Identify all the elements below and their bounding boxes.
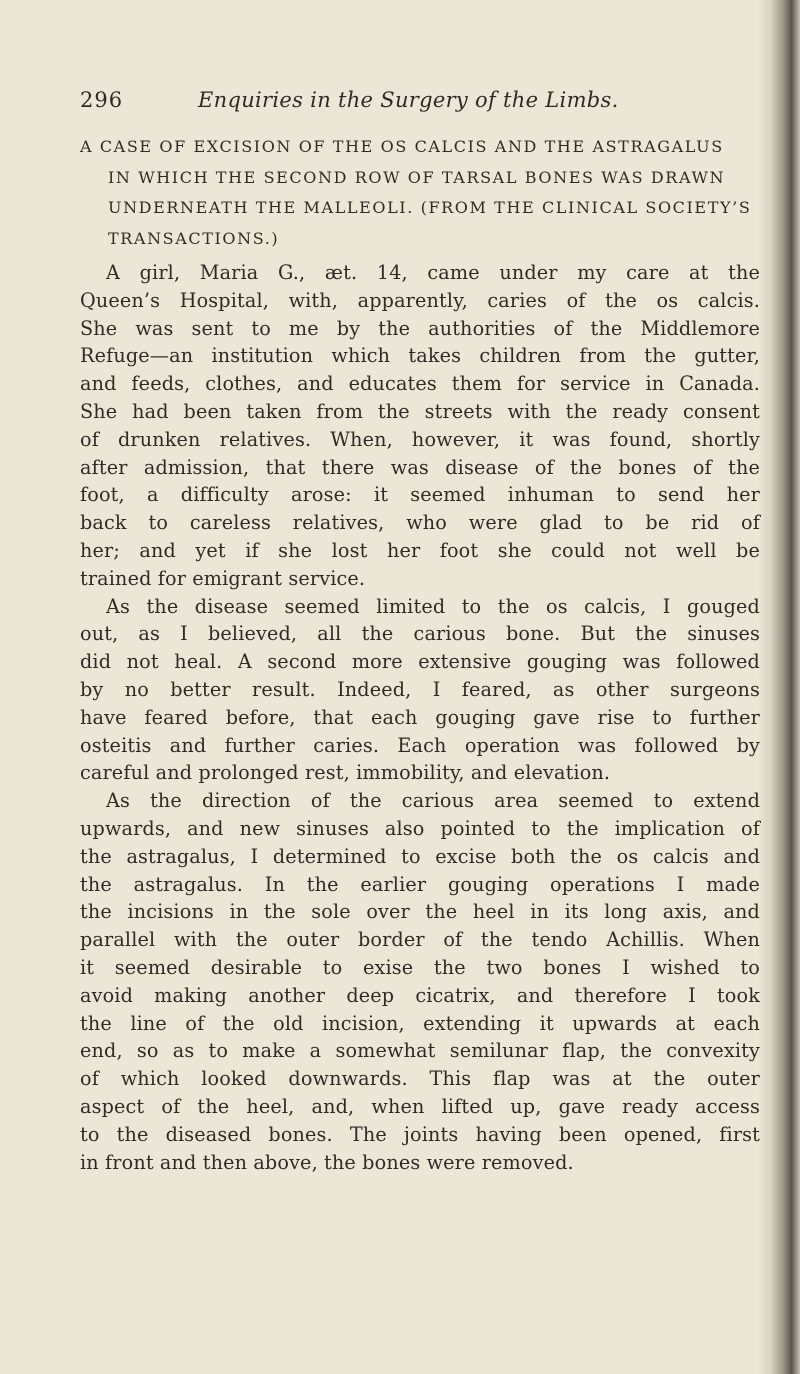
text-line: after admission, that there was disease of the bones of the [80,455,760,479]
text-line: As the direction of the carious area seemed to extend [106,789,760,813]
paragraph [80,259,760,593]
text-line: upwards, and new sinuses also pointed to the implication of [80,816,760,840]
text-line: trained for emigrant service. [80,566,366,590]
text-line: by no better result. Indeed, I feared, as other surgeons [80,677,760,701]
page-header [80,88,760,120]
text-line: in front and then above, the bones were removed. [80,1150,574,1174]
text-line: and feeds, clothes, and educates them for service in Canada. [80,372,760,396]
paragraph [80,787,760,1176]
heading-line: TRANSACTIONS.) [108,228,280,248]
text-line: the astragalus, I determined to excise both the os calcis and [80,844,760,868]
text-line: Refuge—an institution which takes children from the gutter, [80,344,760,368]
text-line: the astragalus. In the earlier gouging operations I made [80,872,760,896]
text-line: end, so as to make a somewhat semilunar flap, the convexity [80,1039,760,1063]
page-number: 296 [80,88,124,112]
text-line: She had been taken from the streets with the ready consent [80,399,760,423]
text-line: careful and prolonged rest, immobility, and elevation. [80,761,611,785]
text-line: of drunken relatives. When, however, it was found, shortly [80,427,760,451]
text-line: her; and yet if she lost her foot she could not well be [80,538,760,562]
heading-line: IN WHICH THE SECOND ROW OF TARSAL BONES WAS DRAWN [108,167,726,187]
text-line: to the diseased bones. The joints having been opened, first [80,1122,760,1146]
text-line: Queen’s Hospital, with, apparently, caries of the os calcis. [80,288,760,312]
text-line: did not heal. A second more extensive gouging was followed [80,650,760,674]
article-body [80,259,760,1176]
text-line: the incisions in the sole over the heel in its long axis, and [80,900,760,924]
text-line: it seemed desirable to exise the two bones I wished to [80,955,760,979]
heading-line: A CASE OF EXCISION OF THE OS CALCIS AND THE ASTRAGALUS [80,137,724,156]
text-line: have feared before, that each gouging gave rise to further [80,705,760,729]
paragraph [80,593,760,788]
book-spine-shadow [758,0,800,1374]
text-line: She was sent to me by the authorities of the Middlemore [80,316,760,340]
text-line: A girl, Maria G., æt. 14, came under my care at the [106,261,760,284]
text-line: As the disease seemed limited to the os calcis, I gouged [106,594,760,618]
text-line: osteitis and further caries. Each operation was followed by [80,733,760,757]
article-heading [80,132,760,254]
text-line: the line of the old incision, extending it upwards at each [80,1011,760,1035]
running-head: Enquiries in the Surgery of the Limbs. [198,88,619,112]
text-line: parallel with the outer border of the tendo Achillis. When [80,928,760,952]
heading-line: UNDERNEATH THE MALLEOLI. (FROM THE CLINICAL SOCIETY’S [108,198,752,217]
text-line: of which looked downwards. This flap was at the outer [80,1067,760,1091]
text-line: out, as I believed, all the carious bone. But the sinuses [80,622,760,646]
text-line: aspect of the heel, and, when lifted up, gave ready access [80,1094,760,1118]
text-line: foot, a difficulty arose: it seemed inhuman to send her [80,483,760,507]
text-line: back to careless relatives, who were glad to be rid of [80,511,760,535]
text-line: avoid making another deep cicatrix, and therefore I took [80,983,760,1007]
